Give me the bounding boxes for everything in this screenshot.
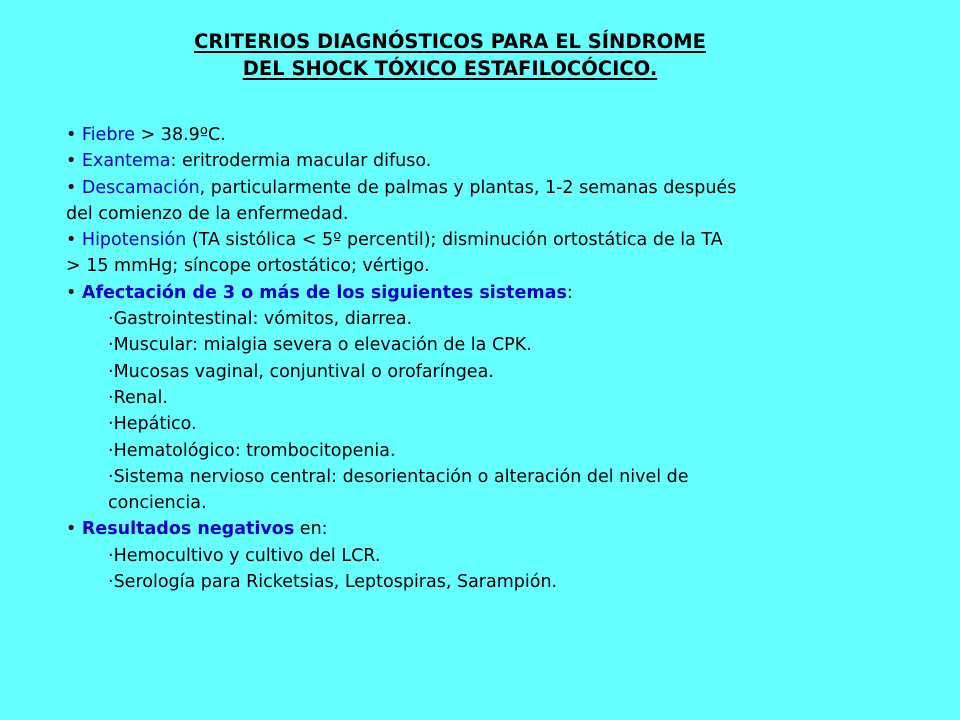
criterion-hipotension [66,227,926,253]
criterion-text: en: [294,519,328,540]
sub-bullet-icon: · [108,387,114,408]
sub-bullet-icon: · [108,440,114,461]
sub-item-continued: conciencia. [108,493,207,514]
sub-item-text: Mucosas vaginal, conjuntival o orofaríngea. [113,361,494,382]
sub-item-text: Hepático. [113,414,197,435]
sub-item [66,543,926,569]
criterion-resultados-negativos [66,516,926,542]
criterion-text: : [566,282,573,303]
keyword-exantema: Exantema [81,151,171,172]
criterion-text: > 38.9ºC. [135,125,226,145]
keyword-fiebre: Fiebre [81,125,136,145]
sub-bullet-icon: · [108,545,114,566]
criterion-afectacion [66,280,926,306]
title-line-2: DEL SHOCK TÓXICO ESTAFILOCÓCICO. [242,57,658,80]
sub-item-text: Muscular: mialgia severa o elevación de la CPK. [113,335,532,356]
criterion-text: , particularmente de palmas y plantas, 1-2 semanas después [199,177,737,198]
sub-item [66,464,926,490]
criterion-exantema [66,148,926,174]
criteria-list [66,122,926,595]
keyword-hipotension: Hipotensión [81,230,187,251]
sub-bullet-icon: · [108,361,114,382]
sub-item [66,332,926,358]
criterion-descamacion-continued: del comienzo de la enfermedad. [66,203,349,224]
sub-bullet-icon: · [108,335,114,356]
sub-item [66,411,926,437]
sub-bullet-icon: · [108,309,114,330]
sub-item-text: Gastrointestinal: vómitos, diarrea. [113,309,413,330]
sub-item-text: Serología para Ricketsias, Leptospiras, Sarampión. [113,572,558,593]
sub-item [66,438,926,464]
criterion-fiebre [66,122,926,148]
keyword-afectacion: Afectación de 3 o más de los siguientes sistemas [81,282,567,303]
sub-item [66,385,926,411]
sub-item-text: Hemocultivo y cultivo del LCR. [113,545,381,566]
criterion-text: (TA sistólica < 5º percentil); disminución ortostática de la TA [186,230,723,251]
bullet-icon: • [66,151,77,172]
criterion-descamacion [66,175,926,201]
criterion-hipotension-continued: > 15 mmHg; síncope ortostático; vértigo. [66,256,430,277]
keyword-resultados-negativos: Resultados negativos [81,519,295,540]
sub-bullet-icon: · [108,466,114,487]
bullet-icon: • [66,519,77,540]
title-line-1: CRITERIOS DIAGNÓSTICOS PARA EL SÍNDROME [194,30,706,53]
sub-item [66,569,926,595]
criterion-text: : eritrodermia macular difuso. [170,151,432,172]
bullet-icon: • [66,230,77,251]
sub-item-text: Renal. [113,387,168,408]
sub-item [66,306,926,332]
sub-item-text: Hematológico: trombocitopenia. [113,440,396,461]
sub-bullet-icon: · [108,414,114,435]
bullet-icon: • [66,282,77,303]
sub-item-text: Sistema nervioso central: desorientación o alteración del nivel de [113,466,689,487]
sub-item [66,359,926,385]
bullet-icon: • [66,125,77,145]
bullet-icon: • [66,177,77,198]
sub-bullet-icon: · [108,572,114,593]
keyword-descamacion: Descamación [81,177,200,198]
